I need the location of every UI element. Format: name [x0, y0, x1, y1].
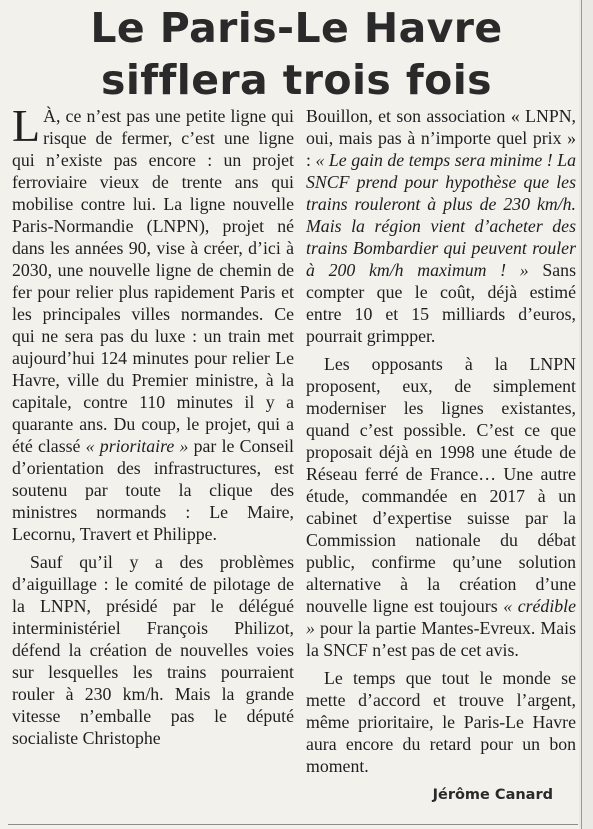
headline — [0, 2, 593, 106]
paragraph-2-cont-text-a: Bouillon, et son association « LNPN, oui, mais pas à n’importe quel prix » : — [306, 106, 576, 170]
paragraph-1-quote: « prioritaire » — [85, 436, 189, 456]
paragraph-2-continued — [306, 105, 576, 347]
paragraph-4: Le temps que tout le monde se mette d’accord et trouve l’argent, même prioritaire, le Paris-Le Havre aura encore du retard pour un bon moment. — [306, 668, 576, 776]
paragraph-3-quote: « crédible » — [306, 596, 576, 638]
headline-line-2: sifflera trois fois — [101, 56, 492, 104]
paragraph-2: Sauf qu’il y a des problèmes d’aiguillage : le comité de pilotage de la LNPN, présidé par le délégué interministériel François Philizot, défend la création de nouvelles voies sur lesquelles les trains pourraient rouler à 230 km/h. Mais la grande vitesse n’emballe pas le député socialiste Christophe — [12, 552, 294, 748]
paragraph-3 — [306, 353, 576, 661]
paragraph-1-text-a: À, ce n’est pas une petite ligne qui risque de fermer, c’est une ligne qui n’existe pas encore : un projet ferroviaire vieux de trente ans qui mobilise contre lui. La ligne nouvelle Paris-Normandie (LNPN), projet né dans les années 90, vise à créer, d’ici à 2030, une nouvelle ligne de chemin de fer pour relier plus rapidement Paris et les principales villes normandes. Ce qui ne sera pas du luxe : un train met aujourd’hui 124 minutes pour relier Le Havre, ville du Premier ministre, à la capitale, contre 110 minutes il y a quarante ans. Du coup, le projet, qui a été classé — [12, 106, 294, 456]
article-column-right — [306, 105, 576, 783]
paragraph-2-cont-text-b: Sans compter que le coût, déjà estimé entre 10 et 15 milliards d’euros, pourrait grimpper. — [306, 260, 576, 346]
byline: Jérôme Canard — [432, 787, 553, 803]
paragraph-2-cont-quote: « Le gain de temps sera minime ! La SNCF prend pour hypothèse que les trains rouleront à plus de 230 km/h. Mais la région vient d’acheter des trains Bombardier qui peuvent rouler à 200 km/h maximum ! » — [306, 150, 576, 280]
column-rule — [581, 0, 582, 829]
drop-cap: L — [12, 100, 41, 151]
article-column-left — [12, 100, 294, 755]
paragraph-1-text-b: par le Conseil d’orientation des infrastructures, est soutenu par toute la clique des ministres normands : Le Maire, Lecornu, Travert et Philippe. — [12, 436, 294, 544]
paragraph-3-text-a: Les opposants à la LNPN proposent, eux, de simplement moderniser les lignes existantes, quand c’est possible. C’est ce que proposait déjà en 1998 une étude de Réseau ferré de France… Une autre étude, commandée en 2017 à un cabinet d’expertise suisse par la Commission nationale du débat public, confirme qu’une solution alternative à la création d’une nouvelle ligne est toujours — [306, 354, 576, 616]
bottom-rule — [8, 824, 578, 825]
paragraph-3-text-b: pour la partie Mantes-Evreux. Mais la SNCF n’est pas de cet avis. — [306, 618, 576, 660]
headline-line-1: Le Paris-Le Havre — [90, 4, 503, 52]
paragraph-1 — [12, 100, 294, 545]
